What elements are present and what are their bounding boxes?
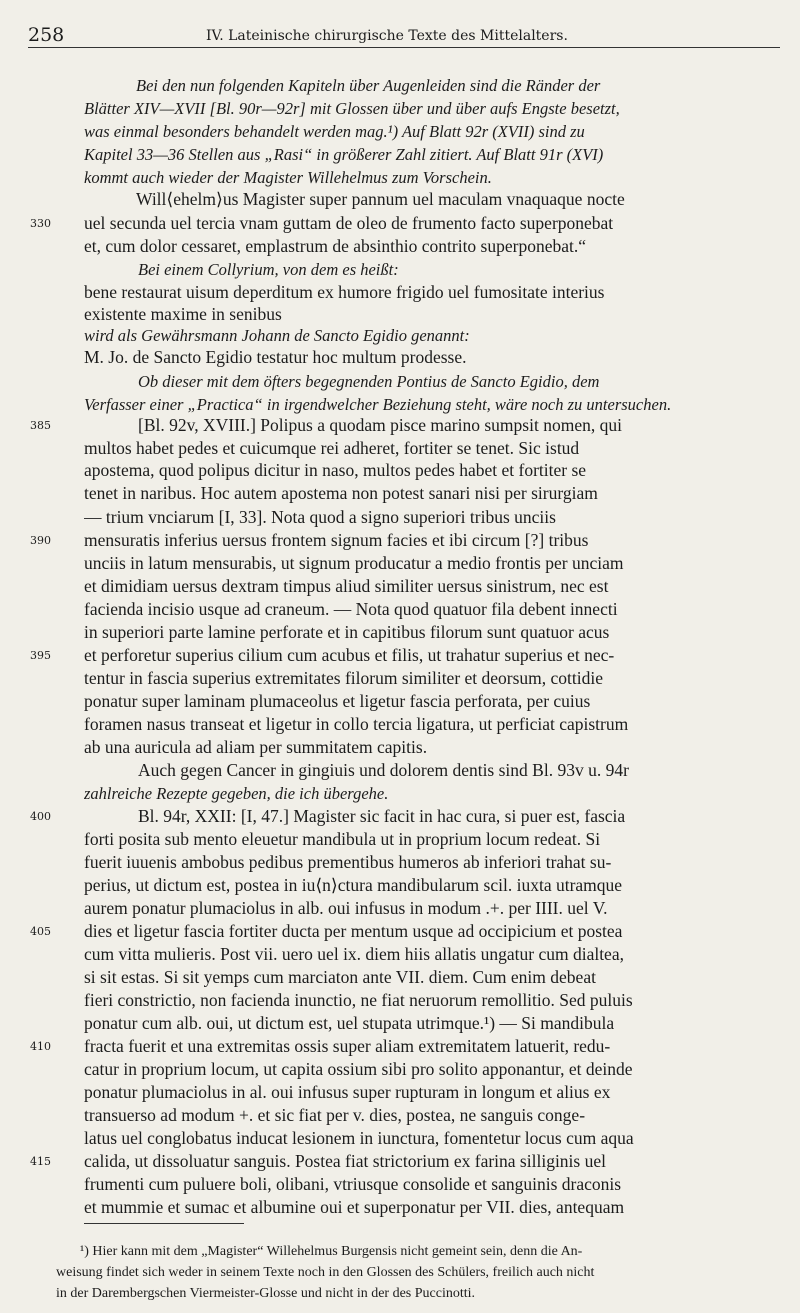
text-line: in superiori parte lamine perforate et in capitibus filorum sunt quatuor acus	[84, 622, 610, 642]
text-line: kommt auch wieder der Magister Willehelmus zum Vorschein.	[84, 168, 492, 187]
text-line: Blätter XIV—XVII [Bl. 90r—92r] mit Glossen über und über aufs Engste besetzt,	[84, 99, 620, 118]
text-line: frumenti cum puluere boli, olibani, vtriusque consolide et sanguinis draconis	[84, 1174, 622, 1194]
text-line: Bei einem Collyrium, von dem es heißt:	[138, 260, 399, 279]
text-line: unciis in latum mensurabis, ut signum producatur a medio frontis per unciam	[84, 553, 624, 573]
text-line: mensuratis inferius uersus frontem signum facies et ibi circum [?] tribus	[84, 530, 589, 550]
text-line: existente maxime in senibus	[84, 304, 282, 324]
page-header	[28, 22, 780, 48]
footnote-line: ¹) Hier kann mit dem „Magister“ Willehelmus Burgensis nicht gemeint sein, denn die An-	[80, 1244, 583, 1259]
text-line: apostema, quod polipus dicitur in naso, multos pedes habet et fortiter se	[84, 460, 587, 480]
line-number: 410	[30, 1040, 51, 1053]
text-line: M. Jo. de Sancto Egidio testatur hoc multum prodesse.	[84, 347, 467, 367]
text-line: ab una auricula ad aliam per summitatem capitis.	[84, 737, 428, 757]
text-line: fieri constrictio, non facienda inunctio, ne fiat neruorum remollitio. Sed puluis	[84, 990, 633, 1010]
footnote-line: in der Darembergschen Viermeister-Glosse und nicht in der des Puccinotti.	[56, 1286, 476, 1301]
text-line: Will⟨ehelm⟩us Magister super pannum uel maculam vnaquaque nocte	[136, 189, 625, 209]
text-line: ponatur cum alb. oui, ut dictum est, uel stupata utrimque.¹) — Si mandibula	[84, 1013, 615, 1033]
text-line: facienda incisio usque ad craneum. — Nota quod quatuor fila debent innecti	[84, 599, 618, 619]
text-line: catur in proprium locum, ut capita ossium sibi pro solito apponantur, et deinde	[84, 1059, 633, 1079]
header-rule	[28, 47, 780, 48]
text-line: Verfasser einer „Practica“ in irgendwelcher Beziehung steht, wäre noch zu untersuchen.	[84, 395, 672, 414]
text-line: [Bl. 92v, XVIII.] Polipus a quodam pisce marino sumpsit nomen, qui	[138, 415, 622, 435]
line-number: 395	[30, 649, 51, 662]
text-line: Bl. 94r, XXII: [I, 47.] Magister sic facit in hac cura, si puer est, fascia	[138, 806, 626, 826]
text-line: ponatur super laminam plumaceolus et ligetur fascia perforata, per cuius	[84, 691, 591, 711]
text-line: fracta fuerit et una extremitas ossis super aliam extremitatem latuerit, redu-	[84, 1036, 611, 1056]
line-number: 330	[30, 217, 51, 230]
text-line: aurem ponatur plumaciolus in alb. oui infusus in modum .+. per IIII. uel V.	[84, 898, 608, 918]
text-line: ponatur plumaciolus in al. oui infusus super rupturam in longum et alius ex	[84, 1082, 611, 1102]
line-number: 385	[30, 419, 51, 432]
text-line: calida, ut dissoluatur sanguis. Postea fiat strictorium ex farina silliginis uel	[84, 1151, 606, 1171]
text-line: foramen nasus transeat et ligetur in collo tercia ligatura, ut perficiat capistrum	[84, 714, 629, 734]
text-line: cum vitta mulieris. Post vii. uero uel ix. diem hiis allatis ungatur cum dialtea,	[84, 944, 624, 964]
text-line: latus uel conglobatus inducat lesionem in iunctura, fomentetur locus cum aqua	[84, 1128, 634, 1148]
line-number: 400	[30, 810, 51, 823]
page-number: 258	[28, 24, 65, 46]
text-line: tenet in naribus. Hoc autem apostema non potest sanari nisi per sirurgiam	[84, 483, 598, 503]
text-line: zahlreiche Rezepte gegeben, die ich übergehe.	[84, 784, 389, 803]
footnote-line: weisung findet sich weder in seinem Texte noch in den Glossen des Schülers, freilich auch nicht	[56, 1265, 595, 1280]
line-number: 405	[30, 925, 51, 938]
running-title: IV. Lateinische chirurgische Texte des Mittelalters.	[206, 28, 568, 44]
text-line: Bei den nun folgenden Kapiteln über Augenleiden sind die Ränder der	[136, 76, 601, 95]
line-number: 390	[30, 534, 51, 547]
text-line: dies et ligetur fascia fortiter ducta per mentum usque ad occipicium et postea	[84, 921, 623, 941]
text-line: Kapitel 33—36 Stellen aus „Rasi“ in größerer Zahl zitiert. Auf Blatt 91r (XVI)	[84, 145, 604, 164]
text-line: forti posita sub mento eleuetur mandibula ut in proprium locum redeat. Si	[84, 829, 601, 849]
text-line: uel secunda uel tercia vnam guttam de oleo de frumento facto superponebat	[84, 213, 614, 233]
text-line: transuerso ad modum +. et sic fiat per v. dies, postea, ne sanguis conge-	[84, 1105, 586, 1125]
text-line: perius, ut dictum est, postea in iu⟨n⟩ctura mandibularum scil. iuxta utramque	[84, 875, 623, 895]
text-line: — trium vnciarum [I, 33]. Nota quod a signo superiori tribus unciis	[84, 507, 556, 527]
text-line: et mummie et sumac et albumine oui et superponatur per VII. dies, antequam	[84, 1197, 625, 1217]
text-line: et perforetur superius cilium cum acubus et filis, ut trahatur superius et nec-	[84, 645, 615, 665]
text-line: si sit estas. Si sit yemps cum marciaton ante VII. diem. Cum enim debeat	[84, 967, 596, 987]
text-line: bene restaurat uisum deperditum ex humore frigido uel fumositate interius	[84, 282, 605, 302]
text-line: et, cum dolor cessaret, emplastrum de absinthio contrito superponebat.“	[84, 236, 587, 256]
line-number: 415	[30, 1155, 51, 1168]
text-line: wird als Gewährsmann Johann de Sancto Egidio genannt:	[84, 326, 470, 345]
text-line: et dimidiam uersus dextram timpus aliud similiter uersus sinistrum, nec est	[84, 576, 609, 596]
text-line: tentur in fascia superius extremitates filorum similiter et deorsum, cottidie	[84, 668, 604, 688]
text-line: was einmal besonders behandelt werden mag.¹) Auf Blatt 92r (XVII) sind zu	[84, 122, 585, 141]
footnote-rule	[84, 1223, 244, 1224]
text-line: Auch gegen Cancer in gingiuis und dolorem dentis sind Bl. 93v u. 94r	[138, 760, 629, 780]
text-line: multos habet pedes et cuicumque rei adheret, fortiter se tenet. Sic istud	[84, 438, 580, 458]
text-line: fuerit iuuenis ambobus pedibus prementibus humeros ab inferiori trahat su-	[84, 852, 612, 872]
text-line: Ob dieser mit dem öfters begegnenden Pontius de Sancto Egidio, dem	[138, 372, 600, 391]
